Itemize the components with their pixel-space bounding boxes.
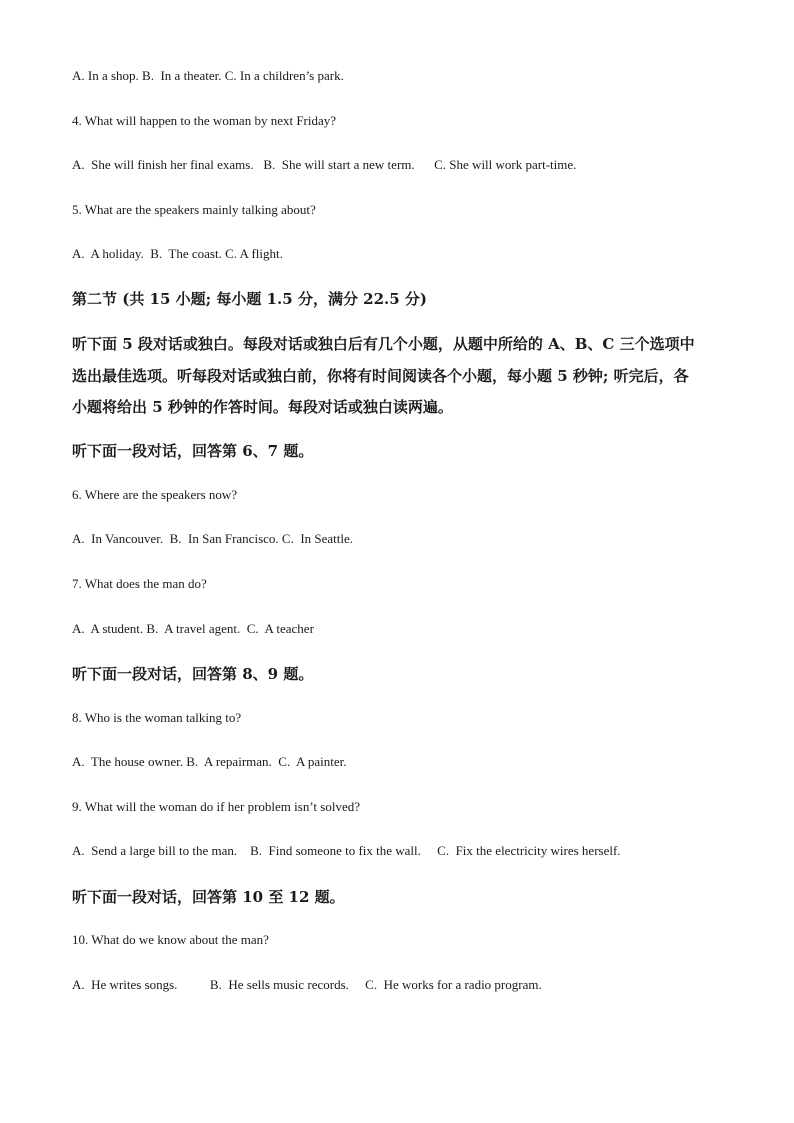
question-4-text: 4. What will happen to the woman by next Friday? <box>72 113 337 128</box>
group-1-heading: 听下面一段对话，回答第 6、7 题。 <box>72 442 314 460</box>
section-2-instructions-line-1: 听下面 5 段对话或独白。每段对话或独白后有几个小题，从题中所给的 A、B、C 三个选项中 <box>72 335 695 353</box>
group-3-heading: 听下面一段对话，回答第 10 至 12 题。 <box>72 888 345 906</box>
section-2-instructions-line-3: 小题将给出 5 秒钟的作答时间。每段对话或独白读两遍。 <box>72 398 453 416</box>
section-2-instructions-line-2: 选出最佳选项。听每段对话或独白前，你将有时间阅读各个小题，每小题 5 秒钟; 听完后，各 <box>72 367 689 385</box>
question-6-options: A. In Vancouver. B. In San Francisco. C. In Seattle. <box>72 531 354 546</box>
question-8-options: A. The house owner. B. A repairman. C. A painter. <box>72 754 347 769</box>
question-5-options: A. A holiday. B. The coast. C. A flight. <box>72 246 283 261</box>
question-7-text: 7. What does the man do? <box>72 576 207 591</box>
question-10-options: A. He writes songs. B. He sells music records. C. He works for a radio program. <box>72 977 542 992</box>
question-10-text: 10. What do we know about the man? <box>72 932 269 947</box>
question-9-text: 9. What will the woman do if her problem isn’t solved? <box>72 799 360 814</box>
group-2-heading: 听下面一段对话，回答第 8、9 题。 <box>72 665 314 683</box>
question-4-options: A. She will finish her final exams. B. She will start a new term. C. She will work part-time. <box>72 157 577 172</box>
question-6-text: 6. Where are the speakers now? <box>72 487 238 502</box>
question-9-options: A. Send a large bill to the man. B. Find someone to fix the wall. C. Fix the electricity wires herself. <box>72 843 621 858</box>
question-5-text: 5. What are the speakers mainly talking about? <box>72 202 316 217</box>
question-3-options: A. In a shop. B. In a theater. C. In a children’s park. <box>72 68 344 83</box>
section-2-title: 第二节 (共 15 小题; 每小题 1.5 分，满分 22.5 分) <box>72 290 428 308</box>
question-8-text: 8. Who is the woman talking to? <box>72 710 242 725</box>
question-7-options: A. A student. B. A travel agent. C. A teacher <box>72 621 314 636</box>
